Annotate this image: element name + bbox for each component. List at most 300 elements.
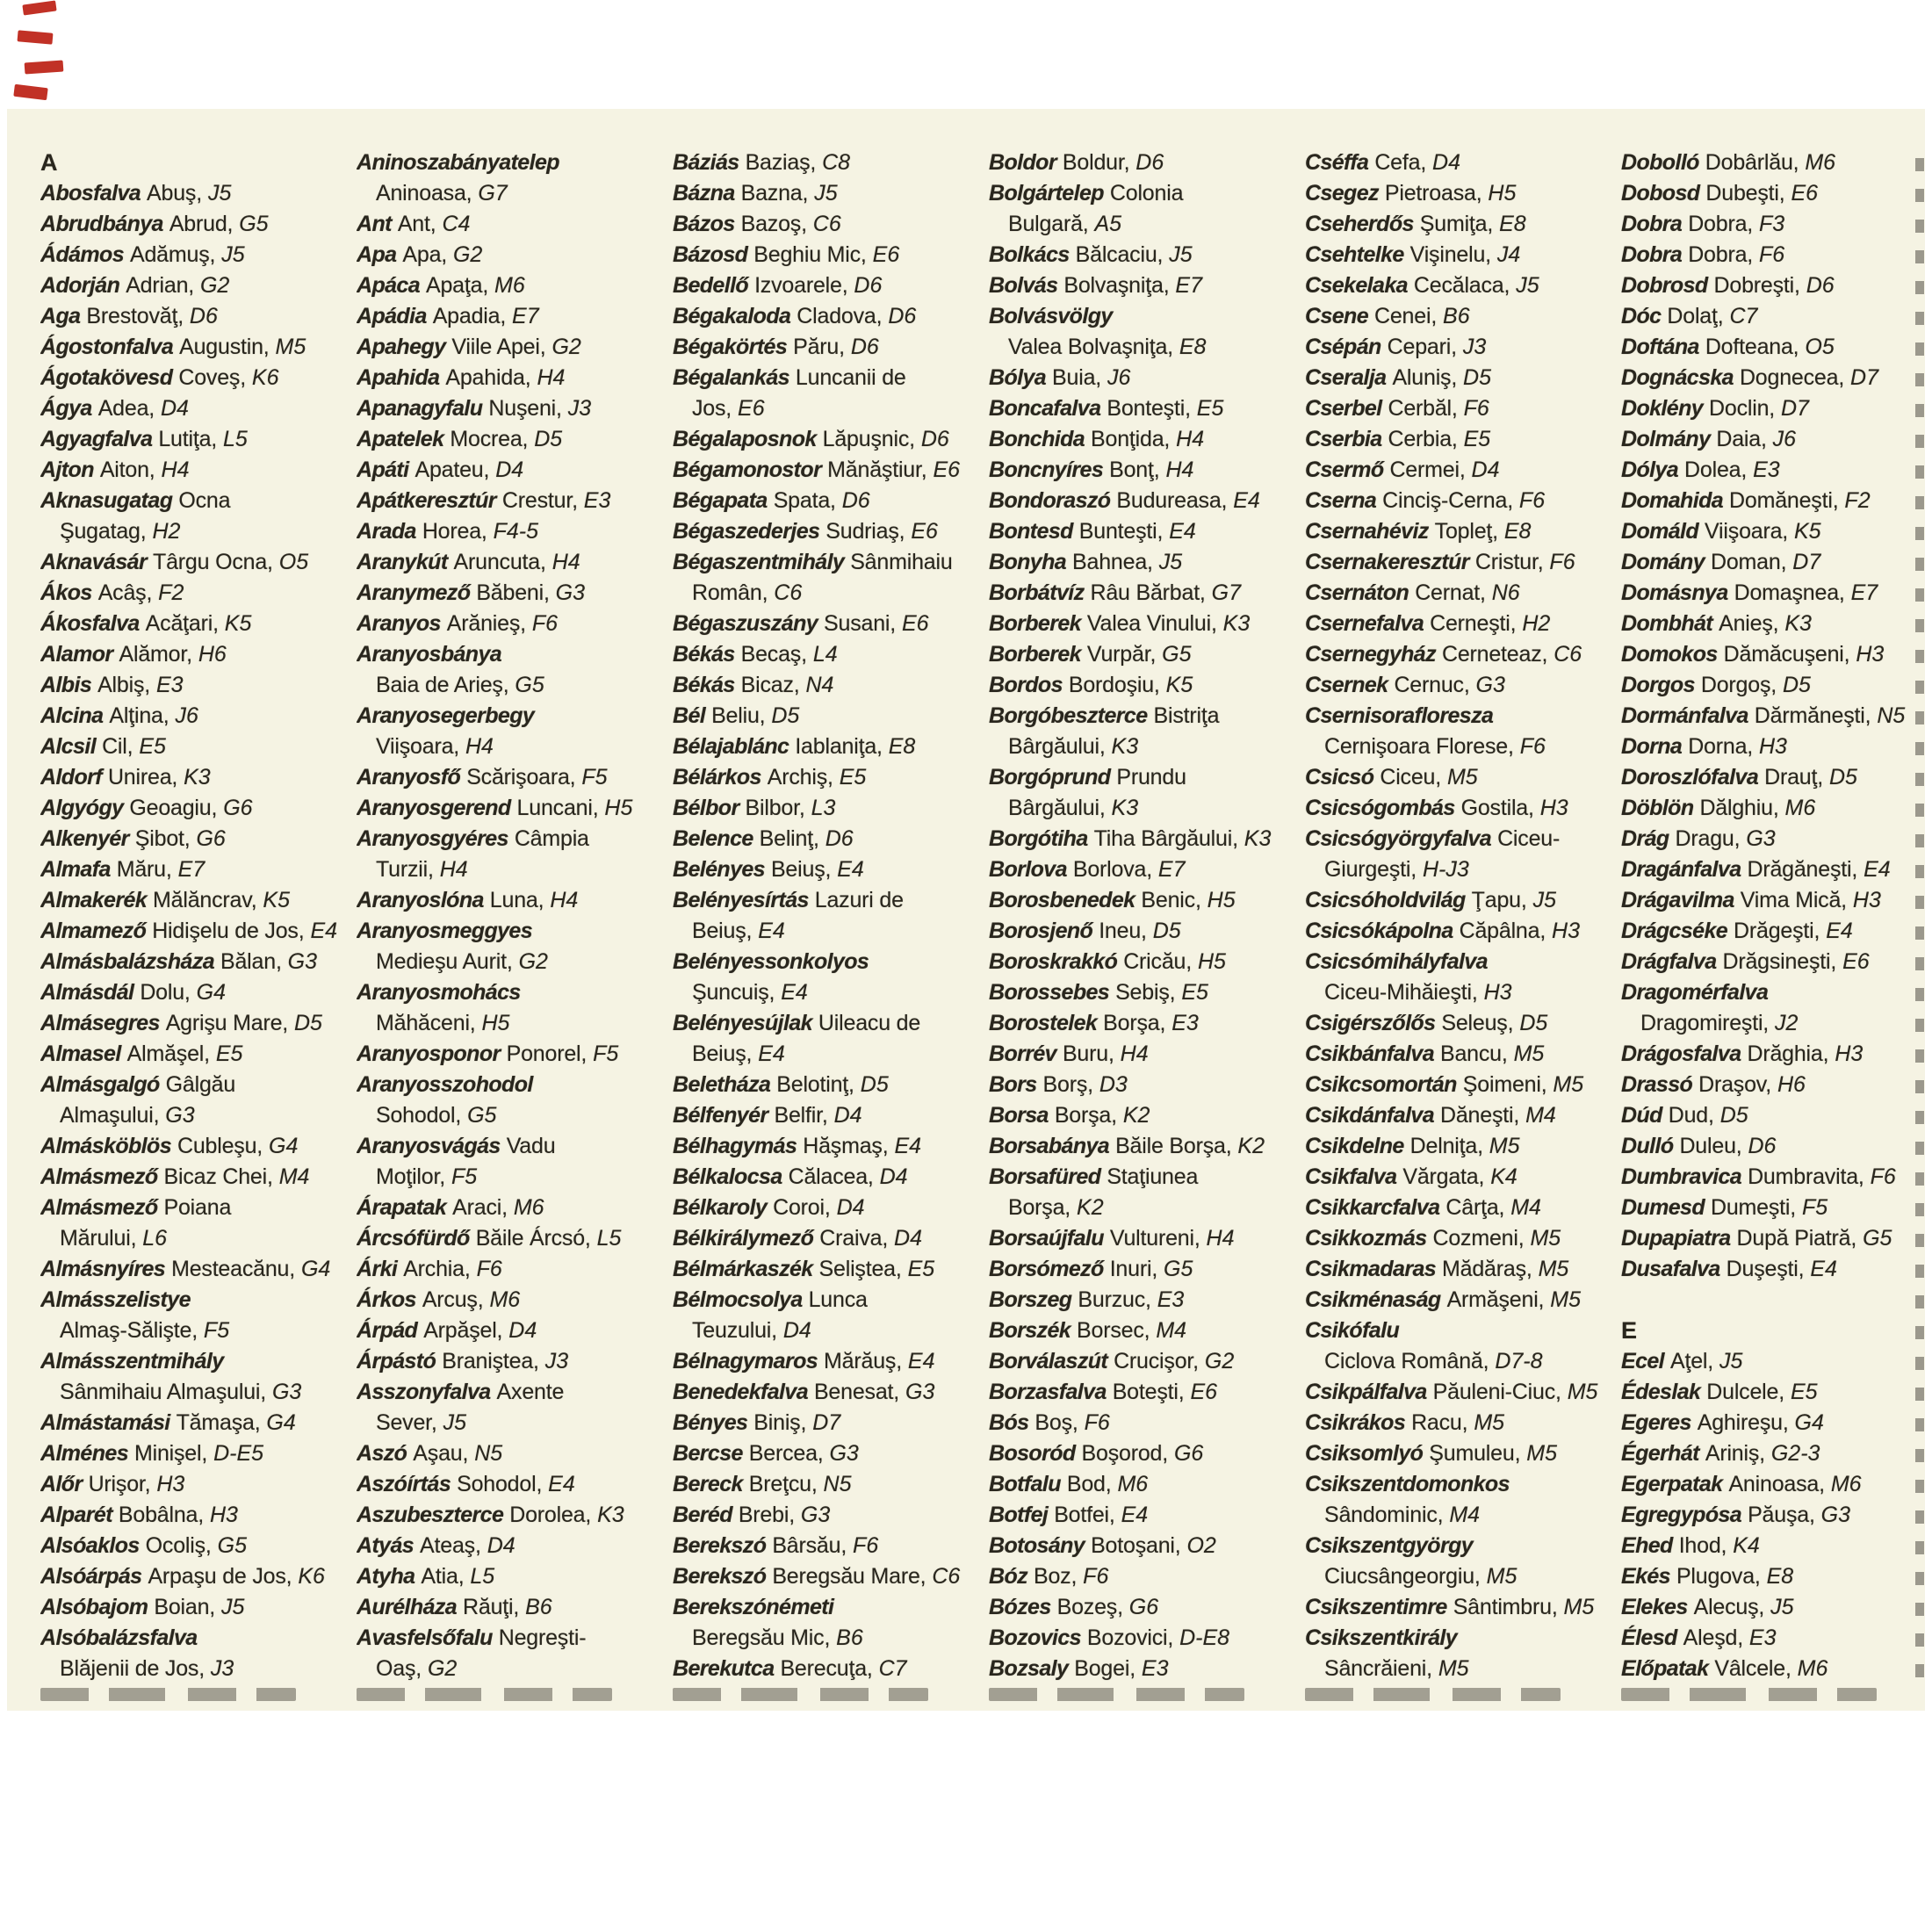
grid-reference: H3	[209, 1503, 238, 1527]
place-name-hungarian: Bélkirálymező	[673, 1226, 814, 1251]
grid-reference: E4	[781, 980, 808, 1005]
grid-reference: J3	[1462, 335, 1487, 359]
place-name-romanian: Bogei,	[1074, 1656, 1135, 1681]
place-name-hungarian: Doroszlófalva	[1621, 765, 1759, 789]
index-entry	[1305, 885, 1609, 916]
index-entry	[673, 793, 977, 824]
place-name-hungarian: Drág	[1621, 826, 1669, 851]
grid-reference: J5	[207, 181, 232, 205]
index-entry	[1305, 578, 1609, 609]
index-entry	[1305, 793, 1609, 824]
place-name-romanian: Dămăcuşeni,	[1723, 642, 1850, 667]
place-name-hungarian: Doklény	[1621, 396, 1704, 421]
place-name-romanian: Borşa,	[1103, 1011, 1166, 1035]
grid-reference: F5	[203, 1318, 230, 1343]
grid-reference: E8	[1766, 1564, 1794, 1589]
place-name-hungarian: Bonchida	[989, 427, 1085, 451]
place-name-hungarian: Bázosd	[673, 242, 748, 267]
index-entry	[989, 240, 1293, 270]
place-name-romanian: Sânmihaiu Almaşului,	[60, 1380, 267, 1404]
grid-reference: E5	[1463, 427, 1491, 451]
place-name-romanian: Cârţa,	[1445, 1195, 1505, 1220]
place-name-romanian: Scărişoara,	[466, 765, 576, 789]
place-name-romanian: Alămor,	[119, 642, 192, 667]
place-name-hungarian: Dobrosd	[1621, 273, 1708, 298]
place-name-romanian: Anieş,	[1719, 611, 1779, 636]
index-entry	[1305, 1438, 1609, 1469]
place-name-hungarian: Belényes	[673, 857, 765, 882]
place-name-romanian: Cladova,	[797, 304, 883, 328]
place-name-hungarian: Egregypósa	[1621, 1503, 1742, 1527]
place-name-hungarian: Ehed	[1621, 1533, 1673, 1558]
place-name-romanian: Dulcele,	[1706, 1380, 1784, 1404]
index-entry	[357, 1592, 660, 1623]
grid-reference: E7	[1850, 580, 1878, 605]
place-name-romanian: Albiş,	[97, 673, 151, 697]
place-name-hungarian: Aranyosgyéres	[357, 826, 508, 851]
place-name-romanian: Staţiunea	[1107, 1164, 1199, 1189]
grid-reference: J5	[1169, 242, 1193, 267]
grid-reference: E7	[1157, 857, 1186, 882]
place-name-hungarian: Bozsaly	[989, 1656, 1069, 1681]
place-name-hungarian: Előpatak	[1621, 1656, 1709, 1681]
place-name-hungarian: Aranyosgerend	[357, 796, 511, 820]
index-entry	[989, 1592, 1293, 1623]
index-entry	[40, 178, 344, 209]
place-name-romanian: Cricău,	[1123, 949, 1192, 974]
grid-reference: J5	[221, 242, 245, 267]
grid-reference: F6	[1083, 1564, 1109, 1589]
grid-reference: H5	[1197, 949, 1226, 974]
index-entry	[357, 1285, 660, 1316]
grid-reference: D4	[1471, 458, 1500, 482]
index-entry	[673, 424, 977, 455]
place-name-romanian: Dobârlău,	[1705, 150, 1799, 175]
place-name-romanian: Armăşeni,	[1446, 1287, 1545, 1312]
place-name-romanian: Braniştea,	[442, 1349, 539, 1373]
grid-reference: M5	[1567, 1380, 1598, 1404]
grid-reference: H3	[1552, 919, 1581, 943]
index-entry	[673, 1654, 977, 1684]
place-name-romanian: Vurpăr,	[1086, 642, 1157, 667]
index-entry	[1305, 1592, 1609, 1623]
index-entry	[40, 947, 344, 977]
place-name-romanian: Sântimbru,	[1453, 1595, 1558, 1619]
place-name-hungarian: Domány	[1621, 550, 1705, 574]
place-name-hungarian: Borrév	[989, 1042, 1056, 1066]
place-name-romanian: Păuleni-Ciuc,	[1432, 1380, 1561, 1404]
place-name-romanian: Crucişor,	[1114, 1349, 1199, 1373]
index-entry	[989, 1438, 1293, 1469]
place-name-romanian: Valea Bolvaşniţa,	[1008, 335, 1173, 359]
grid-reference: G2	[518, 949, 548, 974]
place-name-romanian: Tiha Bârgăului,	[1093, 826, 1238, 851]
place-name-hungarian: Aranyosmohács	[357, 980, 521, 1005]
grid-reference: D7-8	[1495, 1349, 1543, 1373]
index-entry	[989, 1316, 1293, 1346]
place-name-romanian: Negreşti-	[498, 1626, 587, 1650]
place-name-hungarian: Bolkács	[989, 242, 1070, 267]
grid-reference: H4	[550, 888, 579, 912]
grid-reference: E6	[933, 458, 961, 482]
place-name-hungarian: Aurélháza	[357, 1595, 458, 1619]
place-name-romanian: Bolvaşniţa,	[1063, 273, 1170, 298]
place-name-romanian: Sever,	[376, 1410, 437, 1435]
place-name-hungarian: Drágosfalva	[1621, 1042, 1741, 1066]
grid-reference: G5	[239, 212, 269, 236]
grid-reference: J5	[221, 1595, 245, 1619]
index-entry	[1621, 516, 1925, 547]
grid-reference: J5	[1516, 273, 1539, 298]
index-entry	[40, 1408, 344, 1438]
index-entry	[989, 701, 1293, 762]
grid-reference: J6	[175, 703, 198, 728]
grid-reference: M6	[1805, 150, 1836, 175]
index-entry	[1621, 455, 1925, 486]
place-name-romanian: Doman,	[1711, 550, 1787, 574]
index-entry	[357, 209, 660, 240]
place-name-romanian: Coveş,	[178, 365, 246, 390]
place-name-romanian: Turzii,	[376, 857, 434, 882]
grid-reference: G2	[551, 335, 581, 359]
place-name-hungarian: Árki	[357, 1257, 398, 1281]
place-name-hungarian: Borszék	[989, 1318, 1071, 1343]
place-name-romanian: Ciceu-	[1497, 826, 1561, 851]
place-name-hungarian: Bégamonostor	[673, 458, 822, 482]
place-name-romanian: Mărăuş,	[824, 1349, 902, 1373]
index-column	[673, 148, 977, 1709]
place-name-romanian: Bobâlna,	[118, 1503, 204, 1527]
place-name-hungarian: Abrudbánya	[40, 212, 163, 236]
place-name-hungarian: Abosfalva	[40, 181, 141, 205]
grid-reference: L6	[142, 1226, 168, 1251]
place-name-romanian: Băile Árcsó,	[475, 1226, 591, 1251]
place-name-romanian: Beregsău Mare,	[772, 1564, 926, 1589]
grid-reference: E5	[839, 765, 867, 789]
place-name-hungarian: Bélfenyér	[673, 1103, 768, 1128]
grid-reference: F5	[451, 1164, 478, 1189]
place-name-hungarian: Dóc	[1621, 304, 1662, 328]
place-name-hungarian: Békás	[673, 673, 735, 697]
place-name-romanian: Agrişu Mare,	[165, 1011, 289, 1035]
index-entry	[357, 1316, 660, 1346]
place-name-romanian: Hăşmaş,	[803, 1134, 889, 1158]
place-name-hungarian: Berekszó	[673, 1533, 767, 1558]
index-entry	[673, 1070, 977, 1100]
place-name-romanian: Viile Apei,	[451, 335, 546, 359]
index-entry	[673, 516, 977, 547]
index-column	[1305, 148, 1609, 1709]
place-name-romanian: Benic,	[1141, 888, 1201, 912]
grid-reference: L5	[470, 1564, 495, 1589]
place-name-romanian: Aleşd,	[1683, 1626, 1743, 1650]
grid-reference: G2	[1204, 1349, 1235, 1373]
grid-reference: H4	[1206, 1226, 1235, 1251]
place-name-hungarian: Belence	[673, 826, 753, 851]
grid-reference: D5	[1782, 673, 1811, 697]
place-name-hungarian: Csigérszőlős	[1305, 1011, 1436, 1035]
grid-reference: D6	[825, 826, 854, 851]
grid-reference: G3	[829, 1441, 859, 1466]
grid-reference: H6	[198, 642, 227, 667]
grid-reference: F6	[853, 1533, 879, 1558]
place-name-hungarian: Drágcséke	[1621, 919, 1728, 943]
grid-reference: D7	[1792, 550, 1821, 574]
place-name-hungarian: Almásgalgó	[40, 1072, 160, 1097]
place-name-hungarian: Borszeg	[989, 1287, 1072, 1312]
grid-reference: D3	[1099, 1072, 1128, 1097]
index-entry	[673, 1162, 977, 1193]
grid-reference: E4	[1233, 488, 1260, 513]
place-name-hungarian: Aknavásár	[40, 550, 148, 574]
grid-reference: E7	[177, 857, 205, 882]
grid-reference: E5	[139, 734, 166, 759]
grid-reference: G2	[199, 273, 230, 298]
place-name-hungarian: Csikpálfalva	[1305, 1380, 1427, 1404]
grid-reference: F2	[1844, 488, 1871, 513]
grid-reference: B6	[525, 1595, 552, 1619]
place-name-romanian: Cepari,	[1387, 335, 1457, 359]
index-entry	[673, 178, 977, 209]
index-entry	[1305, 393, 1609, 424]
grid-reference: D4	[894, 1226, 923, 1251]
place-name-romanian: Câmpia	[514, 826, 589, 851]
place-name-romanian: Cubleşu,	[177, 1134, 263, 1158]
index-entry	[989, 578, 1293, 609]
place-name-hungarian: Csépán	[1305, 335, 1381, 359]
index-entry	[989, 1223, 1293, 1254]
grid-reference: J2	[1775, 1011, 1799, 1035]
index-entry	[357, 609, 660, 639]
place-name-hungarian: Borválaszút	[989, 1349, 1108, 1373]
place-name-hungarian: Csicsókápolna	[1305, 919, 1453, 943]
grid-reference: J5	[1770, 1595, 1794, 1619]
index-entry	[1621, 1070, 1925, 1100]
grid-reference: E8	[1503, 519, 1532, 544]
red-corner-mark	[25, 60, 64, 74]
index-entry	[1305, 762, 1609, 793]
place-name-hungarian: Csernakeresztúr	[1305, 550, 1469, 574]
grid-reference: D4	[833, 1103, 862, 1128]
place-name-hungarian: Bélnagymaros	[673, 1349, 818, 1373]
index-entry	[673, 363, 977, 424]
place-name-hungarian: Drassó	[1621, 1072, 1693, 1097]
index-entry	[1621, 148, 1925, 178]
place-name-romanian: Măhăceni,	[376, 1011, 476, 1035]
grid-reference: D6	[888, 304, 917, 328]
place-name-hungarian: Alamor	[40, 642, 113, 667]
grid-reference: D5	[534, 427, 563, 451]
place-name-romanian: Atia,	[421, 1564, 465, 1589]
index-entry	[1621, 178, 1925, 209]
place-name-romanian: Bercea,	[748, 1441, 824, 1466]
index-entry	[989, 424, 1293, 455]
index-entry	[673, 1100, 977, 1131]
place-name-romanian: Berecuţa,	[780, 1656, 873, 1681]
place-name-hungarian: Élesd	[1621, 1626, 1677, 1650]
index-entry	[1621, 363, 1925, 393]
index-entry	[673, 824, 977, 854]
grid-reference: O2	[1186, 1533, 1216, 1558]
index-entry	[1621, 209, 1925, 240]
grid-reference: G3	[800, 1503, 831, 1527]
place-name-hungarian: Alparét	[40, 1503, 112, 1527]
index-entry	[1621, 977, 1925, 1039]
index-entry	[1305, 1039, 1609, 1070]
grid-reference: M5	[1553, 1072, 1584, 1097]
place-name-romanian: Urişor,	[88, 1472, 151, 1496]
place-name-hungarian: Bélkalocsa	[673, 1164, 782, 1189]
place-name-romanian: Dobra,	[1688, 212, 1754, 236]
grid-reference: M5	[1530, 1226, 1561, 1251]
index-entry	[40, 209, 344, 240]
grid-reference: D5	[771, 703, 800, 728]
index-entry	[673, 701, 977, 732]
index-entry	[1305, 209, 1609, 240]
grid-reference: M5	[1513, 1042, 1545, 1066]
grid-reference: D5	[1463, 365, 1492, 390]
index-entry	[40, 301, 344, 332]
grid-reference: N5	[1877, 703, 1906, 728]
place-name-romanian: Gostila,	[1460, 796, 1534, 820]
index-entry	[989, 824, 1293, 854]
index-column	[989, 148, 1293, 1709]
grid-reference: G2	[452, 242, 483, 267]
grid-reference: K3	[597, 1503, 624, 1527]
place-name-hungarian: Csicsómihályfalva	[1305, 949, 1488, 974]
grid-reference: M5	[1526, 1441, 1557, 1466]
grid-reference: G5	[1162, 642, 1192, 667]
index-entry	[40, 732, 344, 762]
index-entry	[673, 301, 977, 332]
grid-reference: E3	[155, 673, 184, 697]
grid-reference: F6	[1549, 550, 1575, 574]
index-entry	[1621, 1500, 1925, 1531]
place-name-romanian: După Piatră,	[1736, 1226, 1857, 1251]
grid-reference: D5	[293, 1011, 322, 1035]
place-name-romanian: Bonţida,	[1091, 427, 1171, 451]
grid-reference: E5	[1181, 980, 1208, 1005]
grid-reference: H3	[1483, 980, 1512, 1005]
place-name-romanian: Brebi,	[738, 1503, 795, 1527]
index-entry	[40, 1162, 344, 1193]
place-name-romanian: Ant,	[397, 212, 436, 236]
place-name-hungarian: Borostelek	[989, 1011, 1098, 1035]
place-name-hungarian: Bégalankás	[673, 365, 789, 390]
grid-reference: M4	[1156, 1318, 1187, 1343]
index-entry	[989, 1654, 1293, 1684]
place-name-romanian: Uileacu de	[818, 1011, 921, 1035]
index-entry	[673, 486, 977, 516]
place-name-romanian: Buru,	[1062, 1042, 1114, 1066]
place-name-romanian: Vultureni,	[1109, 1226, 1200, 1251]
place-name-hungarian: Alcsil	[40, 734, 97, 759]
index-entry	[1305, 363, 1609, 393]
place-name-romanian: Belotinţ,	[776, 1072, 854, 1097]
grid-reference: G6	[196, 826, 226, 851]
grid-reference: E3	[1748, 1626, 1777, 1650]
place-name-romanian: Iablaniţa,	[795, 734, 883, 759]
place-name-romanian: Şibot,	[134, 826, 191, 851]
grid-reference: E6	[902, 611, 929, 636]
red-corner-mark	[13, 84, 47, 101]
section-letter-header: E	[1621, 1317, 1638, 1344]
place-name-hungarian: Bozovics	[989, 1626, 1081, 1650]
index-entry	[1305, 1531, 1609, 1592]
place-name-hungarian: Apahegy	[357, 335, 446, 359]
place-name-hungarian: Drágavilma	[1621, 888, 1734, 912]
grid-reference: M5	[1563, 1595, 1595, 1619]
grid-reference: C6	[774, 580, 803, 605]
index-entry	[1305, 1316, 1609, 1377]
grid-reference: G5	[1863, 1226, 1892, 1251]
place-name-hungarian: Csicsóholdvilág	[1305, 888, 1466, 912]
place-name-hungarian: Aknasugatag	[40, 488, 173, 513]
place-name-hungarian: Csikszentkirály	[1305, 1626, 1458, 1650]
grid-reference: D6	[920, 427, 949, 451]
place-name-romanian: Abuş,	[147, 181, 202, 205]
place-name-hungarian: Csikbánfalva	[1305, 1042, 1435, 1066]
grid-reference: D4	[782, 1318, 811, 1343]
grid-reference: H5	[1207, 888, 1236, 912]
place-name-romanian: Jos,	[692, 396, 732, 421]
place-name-romanian: Alecuş,	[1693, 1595, 1765, 1619]
place-name-hungarian: Báziás	[673, 150, 739, 175]
place-name-hungarian: Almásmező	[40, 1164, 158, 1189]
place-name-hungarian: Bégalaposnok	[673, 427, 817, 451]
grid-reference: E5	[907, 1257, 935, 1281]
grid-reference: B6	[836, 1626, 863, 1650]
place-name-hungarian: Cseherdős	[1305, 212, 1414, 236]
place-name-hungarian: Beréd	[673, 1503, 732, 1527]
place-name-romanian: Bilbor,	[745, 796, 805, 820]
place-name-romanian: Drăghia,	[1747, 1042, 1829, 1066]
index-entry	[40, 762, 344, 793]
grid-reference: C4	[442, 212, 471, 236]
place-name-hungarian: Dombhát	[1621, 611, 1713, 636]
grid-reference: M6	[1784, 796, 1816, 820]
place-name-romanian: Cenei,	[1374, 304, 1438, 328]
place-name-hungarian: Drágfalva	[1621, 949, 1717, 974]
grid-reference: D5	[1519, 1011, 1548, 1035]
place-name-romanian: Măru,	[116, 857, 172, 882]
grid-reference: E7	[1175, 273, 1202, 298]
grid-reference: F6	[1463, 396, 1489, 421]
place-name-hungarian: Csicsó	[1305, 765, 1374, 789]
grid-reference: G5	[217, 1533, 247, 1558]
place-name-hungarian: Békás	[673, 642, 735, 667]
index-entry	[40, 1039, 344, 1070]
place-name-hungarian: Beletháza	[673, 1072, 771, 1097]
index-entry	[1305, 1100, 1609, 1131]
grid-reference: H5	[481, 1011, 510, 1035]
place-name-hungarian: Bázna	[673, 181, 735, 205]
place-name-hungarian: Bélkaroly	[673, 1195, 768, 1220]
index-entry	[1621, 793, 1925, 824]
place-name-romanian: Gâlgău	[165, 1072, 236, 1097]
grid-reference: F3	[1758, 212, 1785, 236]
grid-reference: E3	[1753, 458, 1780, 482]
place-name-romanian: Luncanii de	[795, 365, 906, 390]
place-name-romanian: Sâncrăieni,	[1324, 1656, 1432, 1681]
place-name-romanian: Aluniş,	[1392, 365, 1458, 390]
index-entry	[989, 609, 1293, 639]
place-name-hungarian: Almásegres	[40, 1011, 160, 1035]
place-name-hungarian: Belényesírtás	[673, 888, 809, 912]
index-entry	[989, 1469, 1293, 1500]
place-name-hungarian: Bélajablánc	[673, 734, 789, 759]
index-entry	[40, 977, 344, 1008]
